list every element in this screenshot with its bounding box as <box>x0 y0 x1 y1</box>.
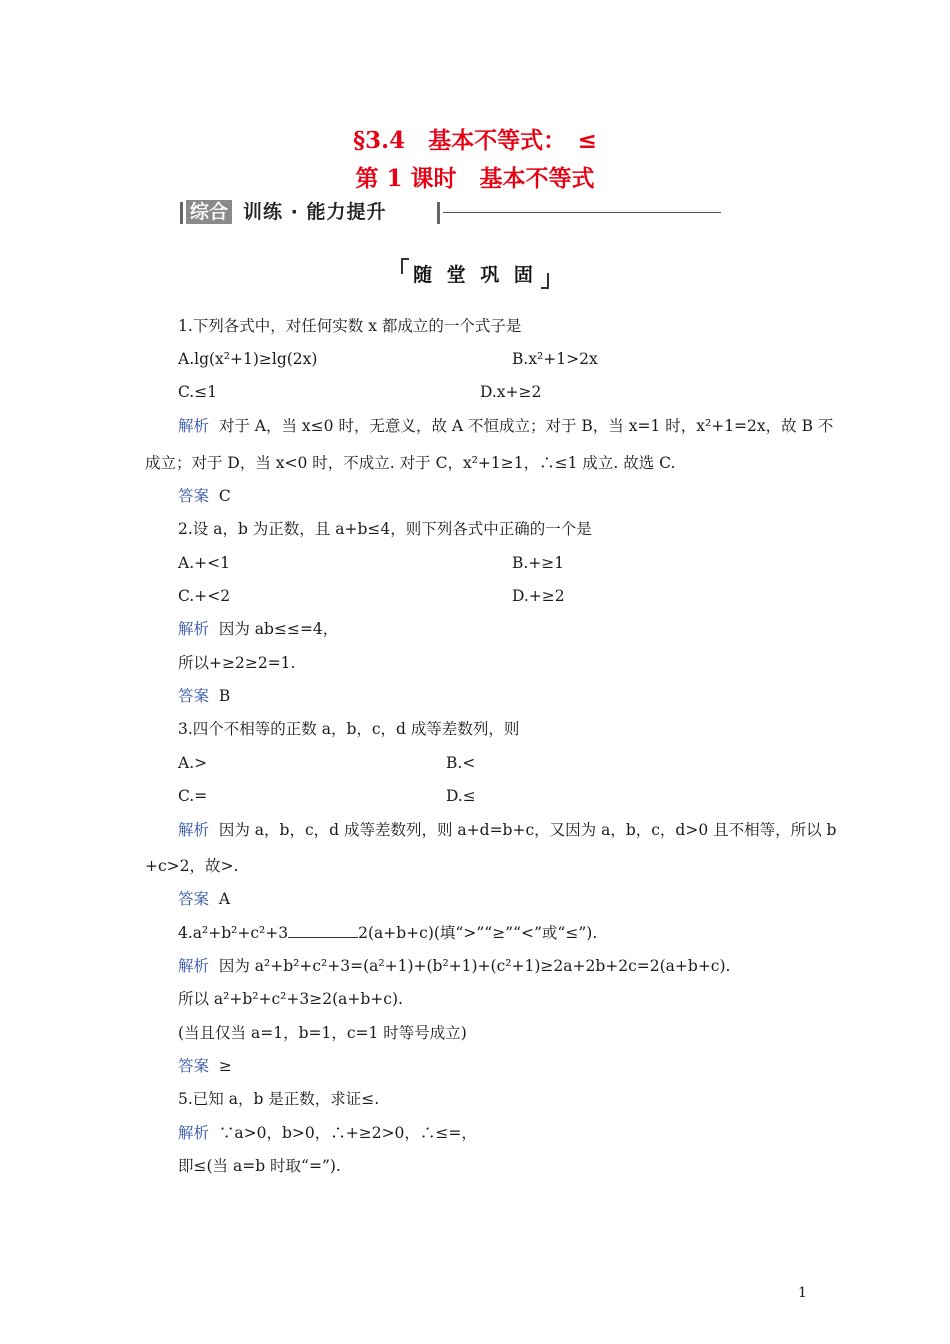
banner-text: 训练 · 能力提升 <box>243 201 387 223</box>
q4-answer <box>178 1056 232 1076</box>
q2-analysis-line2: 所以+≥2≥2=1. <box>178 654 296 672</box>
q2-analysis-text1: 因为 ab≤≤=4， <box>218 620 339 638</box>
q3-option-b: B.< <box>446 754 476 772</box>
q3-answer <box>178 889 230 909</box>
banner-highlight: 综合 <box>186 200 232 224</box>
q4-analysis-line3: (当且仅当 a=1，b=1，c=1 时等号成立) <box>178 1024 467 1042</box>
practice-banner <box>180 200 722 228</box>
q2-analysis-line1 <box>178 619 338 639</box>
analysis-label: 解析 <box>178 620 210 638</box>
q2-option-c: C.+<2 <box>178 587 231 605</box>
q2-option-b: B.+≥1 <box>512 554 565 572</box>
banner-bar-right <box>437 202 440 224</box>
q5-analysis-line1 <box>178 1123 477 1143</box>
q5-stem: 5.已知 a，b 是正数，求证≤. <box>178 1090 380 1108</box>
q1-option-c: C.≤1 <box>178 383 218 401</box>
q3-option-d: D.≤ <box>446 787 476 805</box>
q3-analysis-text1: 因为 a，b，c，d 成等差数列，则 a+d=b+c，又因为 a，b，c，d>0 且不相等，所以 b <box>218 821 837 839</box>
q1-option-a: A.lg(x²+1)≥lg(2x) <box>178 350 318 368</box>
q1-option-b: B.x²+1>2x <box>512 350 598 368</box>
q3-answer-value: A <box>218 890 231 908</box>
lesson-title: 第 1 课时 基本不等式 <box>355 165 595 192</box>
q1-analysis-line2: 成立；对于 D，当 x<0 时，不成立. 对于 C，x²+1≥1，∴≤1 成立. 故选 C. <box>145 454 676 472</box>
answer-label: 答案 <box>178 1057 210 1075</box>
section-heading <box>0 258 950 289</box>
page-number: 1 <box>798 1285 807 1301</box>
q4-analysis-line2: 所以 a²+b²+c²+3≥2(a+b+c). <box>178 990 403 1008</box>
analysis-label: 解析 <box>178 1124 210 1142</box>
q1-analysis-line1 <box>178 416 833 436</box>
q4-stem <box>178 923 597 943</box>
answer-label: 答案 <box>178 487 210 505</box>
q3-analysis-line1 <box>178 820 836 840</box>
banner-bar-left <box>180 202 183 224</box>
q4-stem-pre: 4.a²+b²+c²+3 <box>178 924 289 942</box>
q5-analysis-text1: ∵a>0，b>0，∴+≥2>0，∴≤=， <box>218 1124 477 1142</box>
q3-option-c: C.= <box>178 787 208 805</box>
answer-label: 答案 <box>178 890 210 908</box>
q4-answer-value: ≥ <box>218 1057 232 1075</box>
analysis-label: 解析 <box>178 957 210 975</box>
q2-stem: 2.设 a，b 为正数，且 a+b≤4，则下列各式中正确的一个是 <box>178 520 592 538</box>
q2-option-a: A.+<1 <box>178 554 230 572</box>
analysis-label: 解析 <box>178 417 210 435</box>
q4-stem-post: 2(a+b+c)(填“>”“≥”“<”或“≤”). <box>358 924 598 942</box>
q1-answer <box>178 486 231 506</box>
q1-option-d: D.x+≥2 <box>480 383 542 401</box>
q3-analysis-line2: +c>2，故>. <box>145 857 239 875</box>
section-title: §3.4 基本不等式： ≤ <box>353 127 597 154</box>
banner-rule <box>443 212 721 213</box>
q2-answer-value: B <box>218 687 231 705</box>
q1-analysis-text1: 对于 A，当 x≤0 时，无意义，故 A 不恒成立；对于 B，当 x=1 时，x²+1=2x，故 B 不 <box>218 417 834 435</box>
bracket-right <box>541 273 549 289</box>
fill-blank[interactable] <box>288 923 358 938</box>
q2-option-d: D.+≥2 <box>512 587 565 605</box>
q1-stem: 1.下列各式中，对任何实数 x 都成立的一个式子是 <box>178 317 522 335</box>
q3-option-a: A.> <box>178 754 208 772</box>
analysis-label: 解析 <box>178 821 210 839</box>
q5-analysis-line2: 即≤(当 a=b 时取“=”). <box>178 1157 341 1175</box>
answer-label: 答案 <box>178 687 210 705</box>
q4-analysis-text1: 因为 a²+b²+c²+3=(a²+1)+(b²+1)+(c²+1)≥2a+2b+2c=2(a+b+c). <box>218 957 731 975</box>
q1-answer-value: C <box>218 487 231 505</box>
q3-stem: 3.四个不相等的正数 a，b，c，d 成等差数列，则 <box>178 720 520 738</box>
q2-answer <box>178 686 230 706</box>
section-label: 随 堂 巩 固 <box>413 264 537 286</box>
bracket-left <box>401 258 409 274</box>
q4-analysis-line1 <box>178 956 730 976</box>
